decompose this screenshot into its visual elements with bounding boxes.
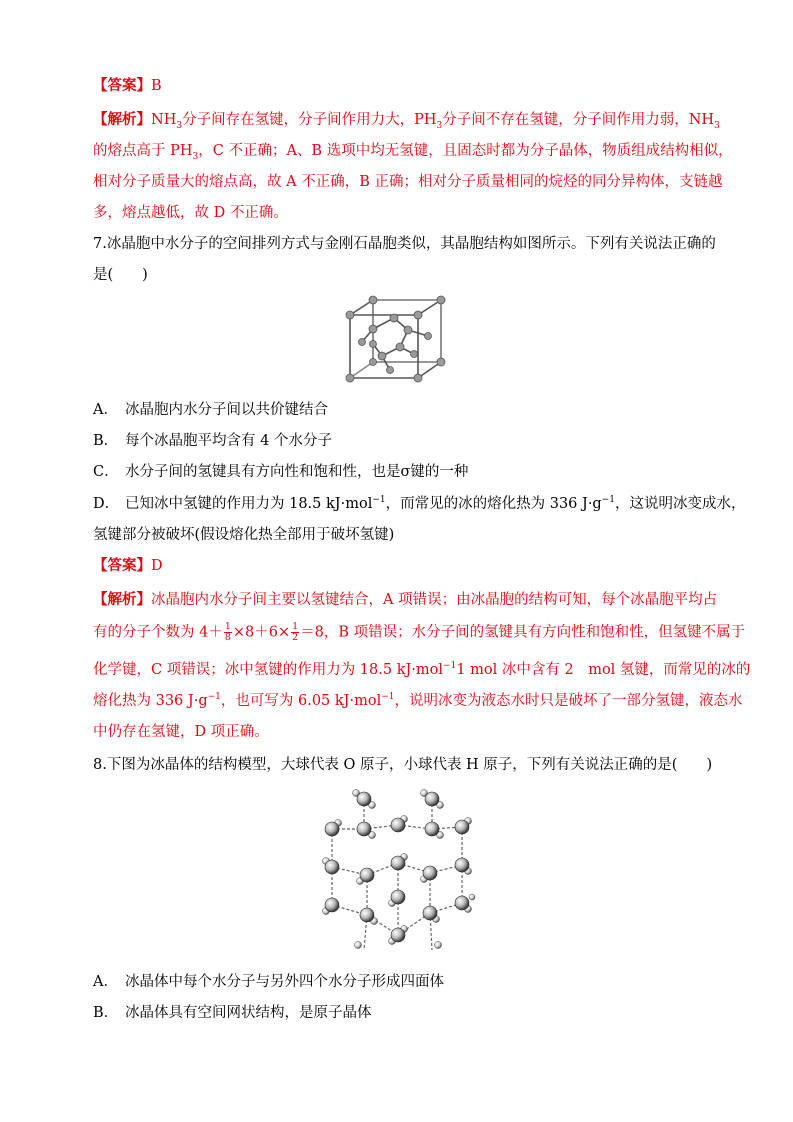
q7-option-c: [93, 462, 468, 482]
q8-stem: 8.下图为冰晶体的结构模型，大球代表 O 原子，小球代表 H 原子，下列有关说法正确的是( ): [93, 757, 713, 773]
q6-analysis-line-4: 多，熔点越低，故 D 不正确。: [93, 205, 288, 221]
answer-tag: 【答案】: [93, 557, 151, 574]
analysis-text: 1 mol 冰中含有 2 mol 氢键，而常见的冰的: [456, 662, 751, 678]
superscript: −1: [381, 692, 395, 703]
analysis-text: 化学键，C 项错误；冰中氢键的作用力为 18.5 kJ·mol: [93, 662, 444, 678]
q6-analysis-line-3: 相对分子质量大的熔点高，故 A 不正确，B 正确；相对分子质量相同的烷烃的同分异构体，支链越: [93, 174, 723, 190]
option-letter: C．: [93, 464, 119, 480]
q7-analysis-line-5: 中仍存在氢键，D 项正确。: [93, 724, 269, 740]
analysis-text: ＝8，B 项错误；水分子间的氢键具有方向性和饱和性，但氢键不属于: [300, 624, 746, 641]
superscript: −1: [443, 661, 457, 672]
option-letter: B．: [93, 433, 119, 449]
subscript: 3: [436, 120, 443, 131]
option-text: 冰晶体具有空间网状结构，是原子晶体: [125, 1005, 372, 1021]
q7-analysis-line-4: [93, 691, 743, 711]
q8-option-a: [93, 972, 444, 992]
option-letter: B．: [93, 1005, 119, 1021]
subscript: 3: [192, 151, 199, 162]
q6-answer: [93, 76, 162, 96]
superscript: −1: [207, 692, 221, 703]
analysis-text: 的熔点高于 PH: [93, 143, 193, 159]
denominator: 8: [224, 632, 231, 643]
option-letter: D．: [93, 496, 120, 512]
q7-analysis-line-2: [93, 622, 745, 643]
numerator: 1: [292, 621, 299, 632]
q7-option-a: [93, 400, 328, 420]
q7-stem-line-1: 7.冰晶胞中水分子的空间排列方式与金刚石晶胞类似，其晶胞结构如图所示。下列有关说法正确的: [93, 236, 716, 252]
ice-unit-cell-figure: [338, 292, 450, 388]
analysis-text: 分子间存在氢键，分子间作用力大，PH: [182, 112, 437, 128]
option-text: ，这说明冰变成水，: [615, 496, 746, 512]
subscript: 3: [176, 120, 183, 131]
analysis-text: 分子间不存在氢键，分子间作用力弱，NH: [442, 112, 715, 128]
q7-answer: [93, 556, 163, 576]
answer-value: D: [151, 558, 163, 574]
analysis-text: NH: [151, 112, 177, 128]
analysis-text: ，说明冰变为液态水时只是破坏了一部分氢键，液态水: [394, 693, 743, 709]
subscript: 3: [714, 120, 720, 131]
analysis-text: ，也可写为 6.05 kJ·mol: [220, 693, 382, 709]
analysis-text: 冰晶胞内水分子间主要以氢键结合，A 项错误；由冰晶胞的结构可知，每个冰晶胞平均占: [151, 592, 718, 608]
superscript: −1: [372, 495, 386, 506]
q7-stem-line-2: 是( ): [93, 267, 148, 283]
denominator: 2: [292, 632, 299, 643]
analysis-text: ×8＋6×: [232, 624, 291, 641]
answer-value: B: [151, 78, 162, 94]
q7-option-d: [93, 494, 746, 514]
analysis-text: ，C 不正确；A、B 选项中均无氢键，且固态时都为分子晶体，物质组成结构相似，: [198, 143, 733, 159]
option-letter: A．: [93, 402, 118, 418]
option-letter: A．: [93, 974, 118, 990]
q7-option-b: [93, 431, 332, 451]
option-text: 冰晶体中每个水分子与另外四个水分子形成四面体: [125, 974, 444, 990]
analysis-tag: 【解析】: [93, 111, 151, 128]
analysis-text: 熔化热为 336 J·g: [93, 693, 208, 709]
superscript: −1: [601, 495, 615, 506]
option-text: 每个冰晶胞平均含有 4 个水分子: [125, 433, 332, 449]
answer-tag: 【答案】: [93, 77, 151, 94]
fraction-one-eighth: [224, 622, 232, 643]
option-text: 已知冰中氢键的作用力为 18.5 kJ·mol: [125, 496, 373, 512]
option-text: 水分子间的氢键具有方向性和饱和性，也是σ键的一种: [125, 464, 469, 480]
q6-analysis-line-2: [93, 141, 733, 161]
fraction-one-half: [291, 622, 299, 643]
q8-option-b: [93, 1003, 372, 1023]
q6-analysis-line-1: [93, 110, 720, 130]
option-text: 冰晶胞内水分子间以共价键结合: [125, 402, 328, 418]
ice-crystal-model-figure: [312, 785, 487, 957]
option-text: ，而常见的冰的熔化热为 336 J·g: [385, 496, 602, 512]
q7-option-d-line-2: 氢键部分被破坏(假设熔化热全部用于破坏氢键): [93, 527, 395, 543]
analysis-tag: 【解析】: [93, 591, 151, 608]
q7-analysis-line-3: [93, 660, 750, 680]
numerator: 1: [224, 621, 231, 632]
analysis-text: 有的分子个数为 4＋: [93, 624, 223, 641]
q7-analysis-line-1: [93, 590, 717, 610]
